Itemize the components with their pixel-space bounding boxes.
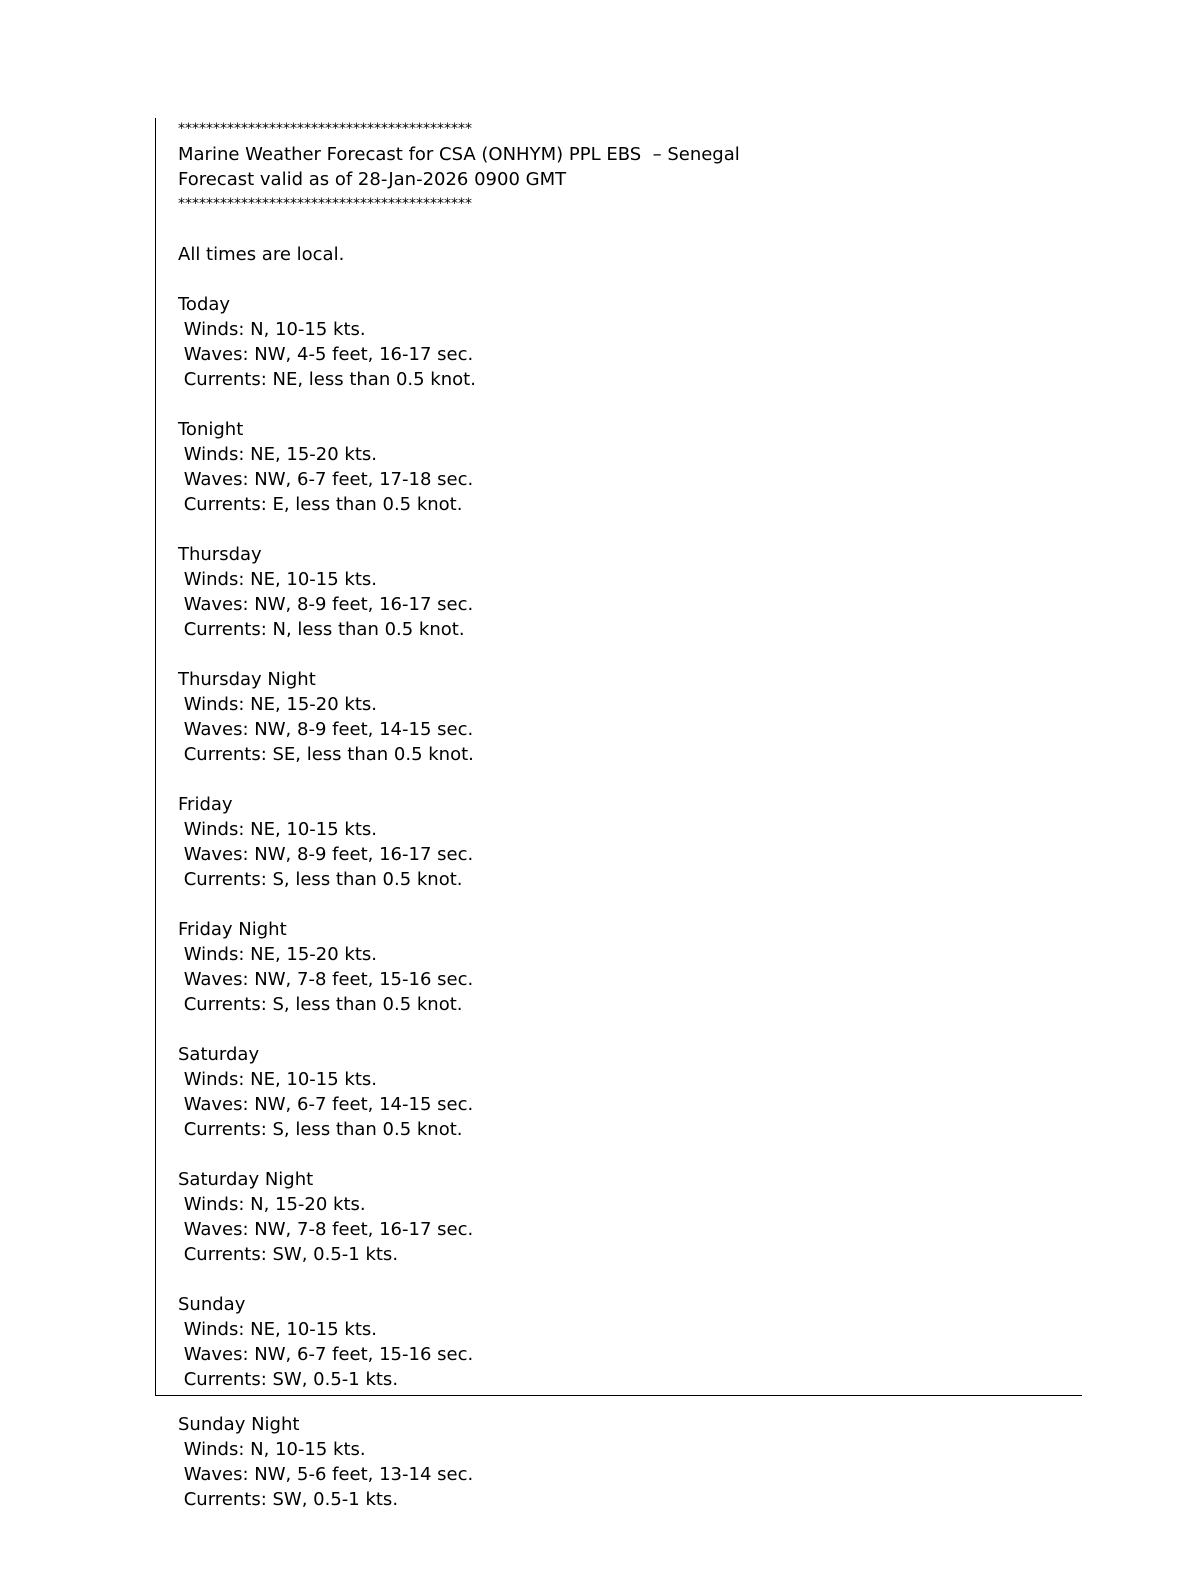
period-winds: Winds: NE, 10-15 kts. xyxy=(178,1069,378,1090)
period-winds: Winds: NE, 10-15 kts. xyxy=(178,1319,378,1340)
period-winds: Winds: N, 10-15 kts. xyxy=(178,319,366,340)
period-name: Friday xyxy=(178,794,233,815)
period-waves: Waves: NW, 6-7 feet, 17-18 sec. xyxy=(178,469,474,490)
forecast-period-thursday-night xyxy=(178,667,1058,767)
period-waves: Waves: NW, 7-8 feet, 15-16 sec. xyxy=(178,969,474,990)
period-winds: Winds: NE, 10-15 kts. xyxy=(178,569,378,590)
header-stars-bottom: ****************************************** xyxy=(178,196,472,212)
forecast-period-friday xyxy=(178,792,1058,892)
times-note: All times are local. xyxy=(178,244,345,265)
period-name: Thursday Night xyxy=(178,669,316,690)
period-currents: Currents: S, less than 0.5 knot. xyxy=(178,869,463,890)
period-waves: Waves: NW, 5-6 feet, 13-14 sec. xyxy=(178,1464,474,1485)
forecast-main-content xyxy=(178,117,1058,1392)
left-margin-rule xyxy=(155,118,156,1396)
period-waves: Waves: NW, 7-8 feet, 16-17 sec. xyxy=(178,1219,474,1240)
period-waves: Waves: NW, 8-9 feet, 16-17 sec. xyxy=(178,594,474,615)
period-name: Saturday Night xyxy=(178,1169,314,1190)
period-currents: Currents: SW, 0.5-1 kts. xyxy=(178,1244,399,1265)
period-currents: Currents: SW, 0.5-1 kts. xyxy=(178,1489,399,1510)
period-winds: Winds: NE, 10-15 kts. xyxy=(178,819,378,840)
period-currents: Currents: NE, less than 0.5 knot. xyxy=(178,369,476,390)
forecast-period-friday-night xyxy=(178,917,1058,1017)
period-winds: Winds: N, 15-20 kts. xyxy=(178,1194,366,1215)
period-winds: Winds: NE, 15-20 kts. xyxy=(178,694,378,715)
period-winds: Winds: NE, 15-20 kts. xyxy=(178,944,378,965)
period-name: Sunday xyxy=(178,1294,246,1315)
period-waves: Waves: NW, 8-9 feet, 14-15 sec. xyxy=(178,719,474,740)
period-currents: Currents: S, less than 0.5 knot. xyxy=(178,1119,463,1140)
period-waves: Waves: NW, 6-7 feet, 14-15 sec. xyxy=(178,1094,474,1115)
period-winds: Winds: N, 10-15 kts. xyxy=(178,1439,366,1460)
period-name: Sunday Night xyxy=(178,1414,300,1435)
period-name: Tonight xyxy=(178,419,244,440)
period-winds: Winds: NE, 15-20 kts. xyxy=(178,444,378,465)
period-currents: Currents: SE, less than 0.5 knot. xyxy=(178,744,474,765)
forecast-period-saturday xyxy=(178,1042,1058,1142)
period-waves: Waves: NW, 8-9 feet, 16-17 sec. xyxy=(178,844,474,865)
forecast-period-sunday-night xyxy=(178,1412,1058,1512)
period-waves: Waves: NW, 4-5 feet, 16-17 sec. xyxy=(178,344,474,365)
forecast-valid-time: Forecast valid as of 28-Jan-2026 0900 GMT xyxy=(178,169,567,190)
header-stars-top: ****************************************** xyxy=(178,121,472,137)
period-name: Thursday xyxy=(178,544,262,565)
forecast-title: Marine Weather Forecast for CSA (ONHYM) PPL EBS – Senegal xyxy=(178,144,740,165)
period-waves: Waves: NW, 6-7 feet, 15-16 sec. xyxy=(178,1344,474,1365)
forecast-period-sunday xyxy=(178,1292,1058,1392)
period-name: Friday Night xyxy=(178,919,287,940)
bottom-section-rule xyxy=(155,1395,1082,1396)
spacer xyxy=(178,217,1058,242)
period-name: Today xyxy=(178,294,231,315)
period-currents: Currents: N, less than 0.5 knot. xyxy=(178,619,465,640)
forecast-period-today xyxy=(178,292,1058,392)
period-name: Saturday xyxy=(178,1044,260,1065)
period-currents: Currents: E, less than 0.5 knot. xyxy=(178,494,463,515)
forecast-period-saturday-night xyxy=(178,1167,1058,1267)
period-currents: Currents: SW, 0.5-1 kts. xyxy=(178,1369,399,1390)
forecast-period-thursday xyxy=(178,542,1058,642)
forecast-period-tonight xyxy=(178,417,1058,517)
period-currents: Currents: S, less than 0.5 knot. xyxy=(178,994,463,1015)
